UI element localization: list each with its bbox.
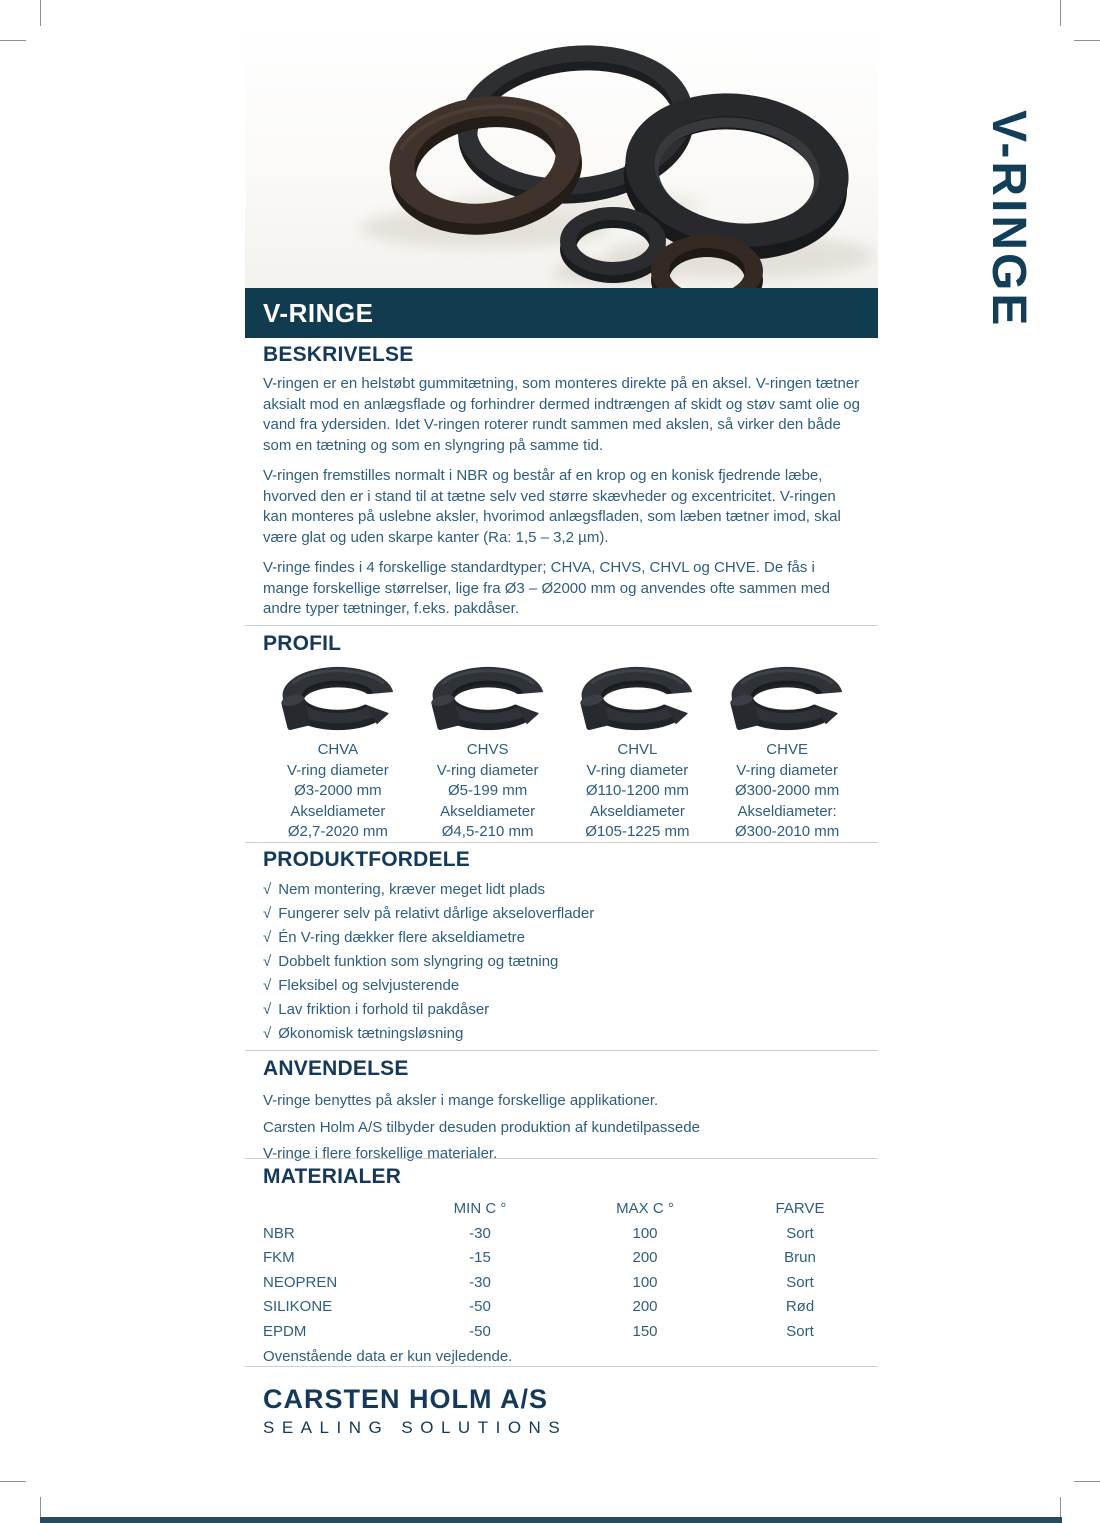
table-header-row	[263, 1197, 862, 1222]
profil-heading: PROFIL	[263, 632, 342, 655]
col-header-farve: FARVE	[775, 1200, 825, 1217]
section-produktfordele	[245, 849, 878, 1046]
product-photo-vrings	[245, 20, 878, 288]
beskrivelse-paragraph-2: V-ringen fremstilles normalt i NBR og består af en krop og en konisk fjedrende læbe, hvorved den er i stand til at tætne selv ved større skævheder og excentricitet. V-ringen kan monteres på uslebne aksler, hvorimod anlægsfladen, som læben tætner imod, skal være glat og uden skarpe kanter (Ra: 1,5 – 3,2 µm).	[263, 467, 841, 546]
profile-chvs-label: CHVS V-ring diameter Ø5-199 mm Akseldiameter Ø4,5-210 mm	[413, 740, 563, 843]
crop-mark	[40, 0, 41, 26]
section-profil	[245, 633, 878, 843]
advantage-item: √ Fleksibel og selvjusterende	[263, 977, 460, 994]
anvendelse-line: V-ringe i flere forskellige materialer.	[263, 1145, 498, 1162]
check-icon: √	[263, 881, 272, 898]
section-divider	[245, 625, 878, 626]
profile-row	[263, 664, 862, 843]
company-logo	[245, 1384, 878, 1439]
vring-profile-icon	[274, 664, 402, 736]
profile-chvl-label: CHVL V-ring diameter Ø110-1200 mm Akseldiameter Ø105-1225 mm	[563, 740, 713, 843]
crop-mark	[1074, 1481, 1100, 1482]
logo-company-name: CARSTEN HOLM A/S	[263, 1384, 548, 1414]
advantage-item: √ Lav friktion i forhold til pakdåser	[263, 1001, 490, 1018]
anvendelse-line: V-ringe benyttes på aksler i mange forskellige applikationer.	[263, 1092, 659, 1109]
vring-profile-icon	[424, 664, 552, 736]
check-icon: √	[263, 953, 272, 970]
ring-small-centre	[560, 207, 666, 283]
profile-chve	[712, 664, 862, 843]
vring-photo-illustration	[245, 20, 878, 288]
vring-profile-icon	[723, 664, 851, 736]
beskrivelse-paragraph-1: V-ringen er en helstøbt gummitætning, som monteres direkte på en aksel. V-ringen tætner aksialt mod en anlægsflade og forhindrer dermed indtrængen af skidt og støv samt olie og vand fra ydersiden. Idet V-ringen roterer rundt sammen med akslen, så virker den både som en tætning og som en slyngring på samme tid.	[263, 375, 860, 454]
crop-mark	[1060, 0, 1061, 26]
table-row: FKM -15 200 Brun	[263, 1249, 816, 1266]
section-divider	[245, 842, 878, 843]
profile-chvs	[413, 664, 563, 843]
check-icon: √	[263, 1001, 272, 1018]
table-row: SILIKONE -50 200 Rød	[263, 1298, 815, 1315]
title-bar-label: V-RINGE	[263, 298, 374, 328]
advantage-item: √ Nem montering, kræver meget lidt plads	[263, 881, 546, 898]
advantage-item: √ Økonomisk tætningsløsning	[263, 1025, 464, 1042]
vertical-page-title: V-RINGE	[982, 110, 1035, 329]
profile-chva	[263, 664, 413, 843]
section-beskrivelse	[245, 344, 878, 630]
advantage-item: √ Dobbelt funktion som slyngring og tætning	[263, 953, 559, 970]
materialer-heading: MATERIALER	[263, 1165, 402, 1188]
section-divider	[245, 1158, 878, 1159]
page-edge-strip	[40, 1517, 1062, 1523]
section-anvendelse	[245, 1058, 878, 1168]
col-header-material	[263, 1197, 393, 1222]
section-divider	[245, 1050, 878, 1051]
profile-name: CHVA	[317, 741, 359, 758]
profile-name: CHVS	[466, 741, 509, 758]
produktfordele-heading: PRODUKTFORDELE	[263, 848, 470, 871]
col-header-min: MIN C °	[453, 1200, 507, 1217]
vring-profile-icon	[573, 664, 701, 736]
crop-mark	[0, 40, 26, 41]
advantage-item: √ Fungerer selv på relativt dårlige akseloverflader	[263, 905, 595, 922]
profile-name: CHVE	[766, 741, 808, 758]
beskrivelse-paragraph-3: V-ringe findes i 4 forskellige standardtyper; CHVA, CHVS, CHVL og CHVE. De fås i mange forskellige størrelser, lige fra Ø3 – Ø2000 mm og anvendes ofte sammen med andre typer tætninger, f.eks. pakdåser.	[263, 559, 830, 617]
check-icon: √	[263, 977, 272, 994]
col-header-max: MAX C °	[616, 1200, 674, 1217]
table-footnote: Ovenstående data er kun vejledende.	[263, 1348, 513, 1365]
profile-chvl	[563, 664, 713, 843]
table-row: NBR -30 100 Sort	[263, 1224, 814, 1242]
section-divider	[245, 1366, 878, 1367]
title-bar	[245, 288, 878, 338]
crop-mark	[0, 1481, 26, 1482]
check-icon: √	[263, 929, 272, 946]
materials-table	[263, 1197, 862, 1344]
logo-tagline: SEALING SOLUTIONS	[263, 1418, 568, 1437]
profile-chva-label: CHVA V-ring diameter Ø3-2000 mm Akseldiameter Ø2,7-2020 mm	[263, 740, 413, 843]
profile-chve-label: CHVE V-ring diameter Ø300-2000 mm Akseldiameter: Ø300-2010 mm	[712, 740, 862, 843]
table-row: EPDM -50 150 Sort	[263, 1322, 814, 1340]
anvendelse-line: Carsten Holm A/S tilbyder desuden produktion af kundetilpassede	[263, 1118, 700, 1136]
beskrivelse-heading: BESKRIVELSE	[263, 343, 414, 366]
advantage-item: √ Én V-ring dækker flere akseldiametre	[263, 929, 526, 946]
check-icon: √	[263, 1025, 272, 1042]
crop-mark	[1074, 40, 1100, 41]
table-row: NEOPREN -30 100 Sort	[263, 1273, 814, 1291]
anvendelse-heading: ANVENDELSE	[263, 1057, 409, 1080]
section-materialer	[245, 1166, 878, 1367]
check-icon: √	[263, 905, 272, 922]
profile-name: CHVL	[617, 741, 658, 758]
